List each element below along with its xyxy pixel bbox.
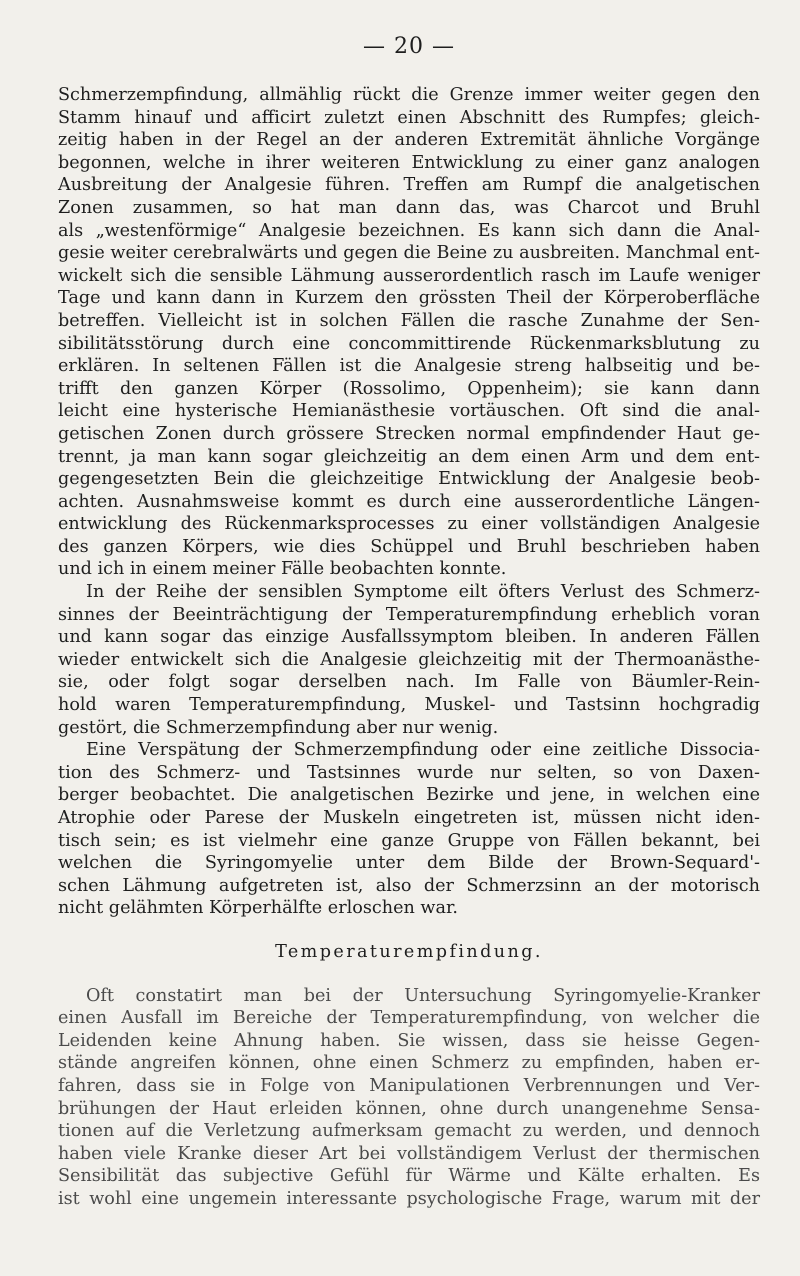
text-line: und ich in einem meiner Fälle beobachten konnte. [58, 559, 507, 580]
text-line: gesie weiter cerebralwärts und gegen die Beine zu ausbreiten. Manchmal ent- [58, 243, 760, 264]
text-line: Eine Verspätung der Schmerzempfindung oder eine zeitliche Dissocia- [86, 740, 760, 761]
text-line: begonnen, welche in ihrer weiteren Entwicklung zu einer ganz analogen [58, 152, 760, 173]
body-text [58, 84, 760, 1211]
text-line: tionen auf die Verletzung aufmerksam gemacht zu werden, und dennoch [58, 1121, 760, 1142]
text-line: brühungen der Haut erleiden können, ohne durch unangenehme Sensa- [58, 1098, 760, 1119]
text-line: welchen die Syringomyelie unter dem Bilde der Brown-Sequard'- [58, 853, 760, 874]
text-line: betreffen. Vielleicht ist in solchen Fällen die rasche Zunahme der Sen- [58, 310, 760, 331]
paragraph-analgesia-spread [58, 84, 760, 581]
text-line: zeitig haben in der Regel an der anderen Extremität ähnliche Vorgänge [58, 130, 760, 151]
text-line: achten. Ausnahmsweise kommt es durch eine ausserordentliche Längen- [58, 491, 760, 512]
text-line: In der Reihe der sensiblen Symptome eilt öfters Verlust des Schmerz- [86, 582, 760, 603]
text-line: des ganzen Körpers, wie dies Schüppel und Bruhl beschrieben haben [58, 536, 760, 557]
text-line: haben viele Kranke dieser Art bei vollständigem Verlust der thermischen [58, 1143, 760, 1164]
text-line: schen Lähmung aufgetreten ist, also der Schmerzsinn an der motorisch [58, 875, 760, 896]
text-line: Zonen zusammen, so hat man dann das, was Charcot und Bruhl [58, 197, 760, 218]
section-heading: Temperaturempfindung. [275, 941, 543, 962]
text-line: nicht gelähmten Körperhälfte erloschen war. [58, 898, 459, 919]
text-line: Atrophie oder Parese der Muskeln eingetreten ist, müssen nicht iden- [58, 808, 760, 828]
text-line: sinnes der Beeinträchtigung der Temperaturempfindung erheblich voran [58, 604, 760, 625]
text-line: Sensibilität das subjective Gefühl für Wärme und Kälte erhalten. Es [58, 1166, 760, 1187]
text-line: stände angreifen können, ohne einen Schmerz zu empfinden, haben er- [58, 1053, 760, 1074]
text-line: gestört, die Schmerzempfindung aber nur wenig. [58, 717, 499, 738]
text-line: Oft constatirt man bei der Untersuchung Syringomyelie-Kranker [86, 985, 760, 1006]
text-line: leicht eine hysterische Hemianästhesie vortäuschen. Oft sind die anal- [58, 401, 760, 422]
text-line: einen Ausfall im Bereiche der Temperaturempfindung, von welcher die [58, 1008, 760, 1029]
text-line: wieder entwickelt sich die Analgesie gleichzeitig mit der Thermoanästhe- [58, 649, 760, 670]
text-line: hold waren Temperaturempfindung, Muskel- und Tastsinn hochgradig [58, 695, 760, 716]
text-line: ist wohl eine ungemein interessante psychologische Frage, warum mit der [58, 1188, 760, 1209]
text-line: fahren, dass sie in Folge von Manipulationen Verbrennungen und Ver- [58, 1075, 760, 1096]
text-line: entwicklung des Rückenmarksprocesses zu einer vollständigen Analgesie [58, 514, 760, 535]
text-line: Ausbreitung der Analgesie führen. Treffen am Rumpf die analgetischen [58, 175, 760, 196]
text-line: und kann sogar das einzige Ausfallssymptom bleiben. In anderen Fällen [58, 627, 760, 648]
text-line: berger beobachtet. Die analgetischen Bezirke und jene, in welchen eine [58, 785, 760, 806]
text-line: erklären. In seltenen Fällen ist die Analgesie streng halbseitig und be- [58, 356, 760, 377]
text-line: wickelt sich die sensible Lähmung ausserordentlich rasch im Laufe weniger [58, 265, 760, 286]
text-line: tisch sein; es ist vielmehr eine ganze Gruppe von Fällen bekannt, bei [58, 830, 760, 851]
text-line: als „westenförmige“ Analgesie bezeichnen. Es kann sich dann die Anal- [58, 220, 760, 241]
paragraph-temperature [58, 985, 760, 1211]
text-line: tion des Schmerz- und Tastsinnes wurde nur selten, so von Daxen- [58, 762, 760, 783]
text-line: Stamm hinauf und afficirt zuletzt einen Abschnitt des Rumpfes; gleich- [58, 107, 760, 128]
text-line: gegengesetzten Bein die gleichzeitige Entwicklung der Analgesie beob- [58, 469, 760, 490]
text-line: trennt, ja man kann sogar gleichzeitig an dem einen Arm und dem ent- [58, 446, 760, 467]
paragraph-pain-delay [58, 739, 760, 920]
text-line: Tage und kann dann in Kurzem den grössten Theil der Körperoberfläche [58, 288, 760, 309]
text-line: getischen Zonen durch grössere Strecken normal empfindender Haut ge- [58, 423, 760, 444]
text-line: Leidenden keine Ahnung haben. Sie wissen, dass sie heisse Gegen- [58, 1030, 760, 1051]
paragraph-sensory-symptoms [58, 581, 760, 739]
text-line: trifft den ganzen Körper (Rossolimo, Oppenheim); sie kann dann [58, 378, 760, 399]
text-line: Schmerzempfindung, allmählig rückt die Grenze immer weiter gegen den [58, 85, 760, 105]
page-number: — 20 — [363, 34, 455, 59]
text-line: sibilitätsstörung durch eine concommittirende Rückenmarksblutung zu [58, 333, 760, 354]
text-line: sie, oder folgt sogar derselben nach. Im Falle von Bäumler-Rein- [58, 672, 760, 693]
